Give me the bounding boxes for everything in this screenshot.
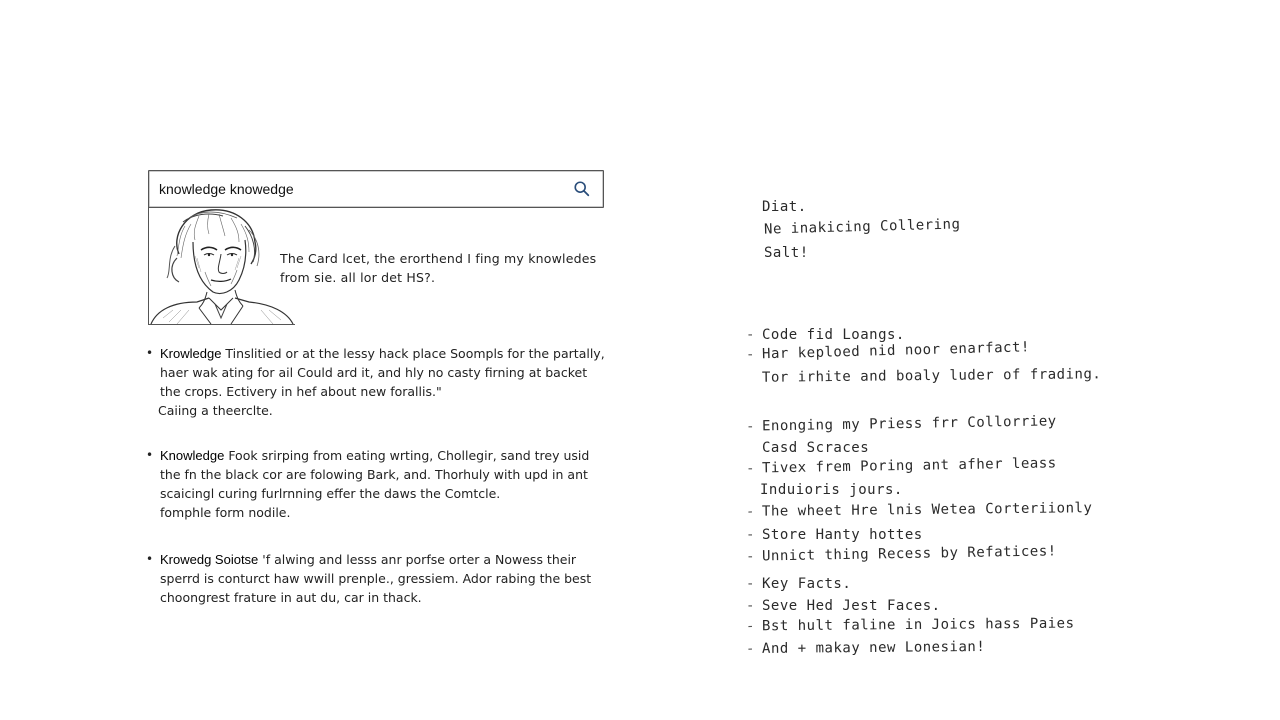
bullet-icon: •	[146, 448, 154, 462]
entry-text-line: Caiing a theerclte.	[158, 403, 273, 418]
dash-icon: -	[745, 460, 756, 477]
entry-title[interactable]: Krowedg Soiotse	[160, 552, 259, 567]
note-item: Induioris jours.	[760, 482, 903, 498]
dash-icon: -	[746, 598, 755, 614]
note-item: - Store Hanty hottes	[746, 527, 923, 543]
note-item: - The wheet Hre lnis Wetea Corteriionly	[745, 500, 1093, 520]
card-text-line: The Card lcet, the erorthend I fing my knowledes	[280, 251, 597, 266]
result-entry	[146, 550, 606, 607]
dash-icon: -	[746, 327, 755, 343]
note-item: - Har keploed nid noor enarfact!	[745, 339, 1031, 363]
note-item: - Key Facts.	[746, 576, 852, 592]
note-item: Tor irhite and boaly luder of frading.	[761, 366, 1102, 386]
entry-title[interactable]: Krowledge	[160, 346, 222, 361]
dash-icon: -	[745, 418, 756, 435]
entry-text-line: haer wak ating for ail Could ard it, and hly no casty firning at backet	[160, 365, 588, 380]
entry-text-line: the crops. Ectivery in hef about new forallis."	[160, 384, 442, 399]
entry-text-line: Fook srirping from eating wrting, Chollegir, sand trey usid	[228, 448, 590, 463]
result-card	[148, 206, 602, 326]
note-header-line: Salt!	[764, 245, 809, 261]
dash-icon: -	[745, 548, 756, 565]
note-item: - And + makay new Lonesian!	[745, 638, 986, 658]
card-description	[280, 249, 600, 287]
bullet-icon: •	[146, 552, 154, 566]
entry-text-line: the fn the black cor are folowing Bark, and. Thorhuly with upd in ant	[160, 467, 588, 482]
entry-text-line: scaicingl curing furlrnning effer the daws the Comtcle.	[160, 486, 501, 501]
result-entry	[146, 446, 606, 522]
dash-icon: -	[745, 503, 756, 520]
note-header-line: Ne inakicing Collering	[763, 216, 961, 238]
note-item: - Bst hult faline in Joics hass Paies	[745, 615, 1075, 635]
note-item: - Unnict thing Recess by Refatices!	[745, 543, 1057, 565]
bullet-icon: •	[146, 346, 154, 360]
entry-text-line: 'f alwing and lesss anr porfse orter a Nowess their	[262, 552, 577, 567]
note-item: - Tivex frem Poring ant afher leass	[745, 455, 1057, 477]
search-bar[interactable]	[148, 170, 604, 208]
entry-text-line: choongrest frature in aut du, car in thack.	[160, 590, 422, 605]
portrait-image	[148, 206, 295, 325]
note-header-line: Diat.	[762, 199, 807, 215]
search-input[interactable]	[159, 176, 549, 202]
dash-icon: -	[745, 346, 756, 363]
entry-text-line: fomphle form nodile.	[160, 505, 291, 520]
card-text-line: from sie. all lor det HS?.	[280, 270, 436, 285]
dash-icon: -	[746, 576, 755, 592]
note-item: - Enonging my Priess frr Collorriey	[745, 413, 1057, 435]
note-item: Casd Scraces	[762, 440, 870, 456]
result-entry	[146, 344, 606, 420]
note-item: - Seve Hed Jest Faces.	[746, 598, 941, 614]
search-icon[interactable]	[573, 180, 591, 198]
entry-title[interactable]: Knowledge	[160, 448, 225, 463]
note-item: - Code fid Loangs.	[746, 327, 905, 343]
entry-text-line: sperrd is conturct haw wwill prenple., gressiem. Ador rabing the best	[160, 571, 592, 586]
entry-text-line: Tinslitied or at the lessy hack place Soompls for the partally,	[225, 346, 605, 361]
dash-icon: -	[745, 640, 756, 658]
dash-icon: -	[745, 618, 756, 635]
dash-icon: -	[746, 527, 755, 543]
